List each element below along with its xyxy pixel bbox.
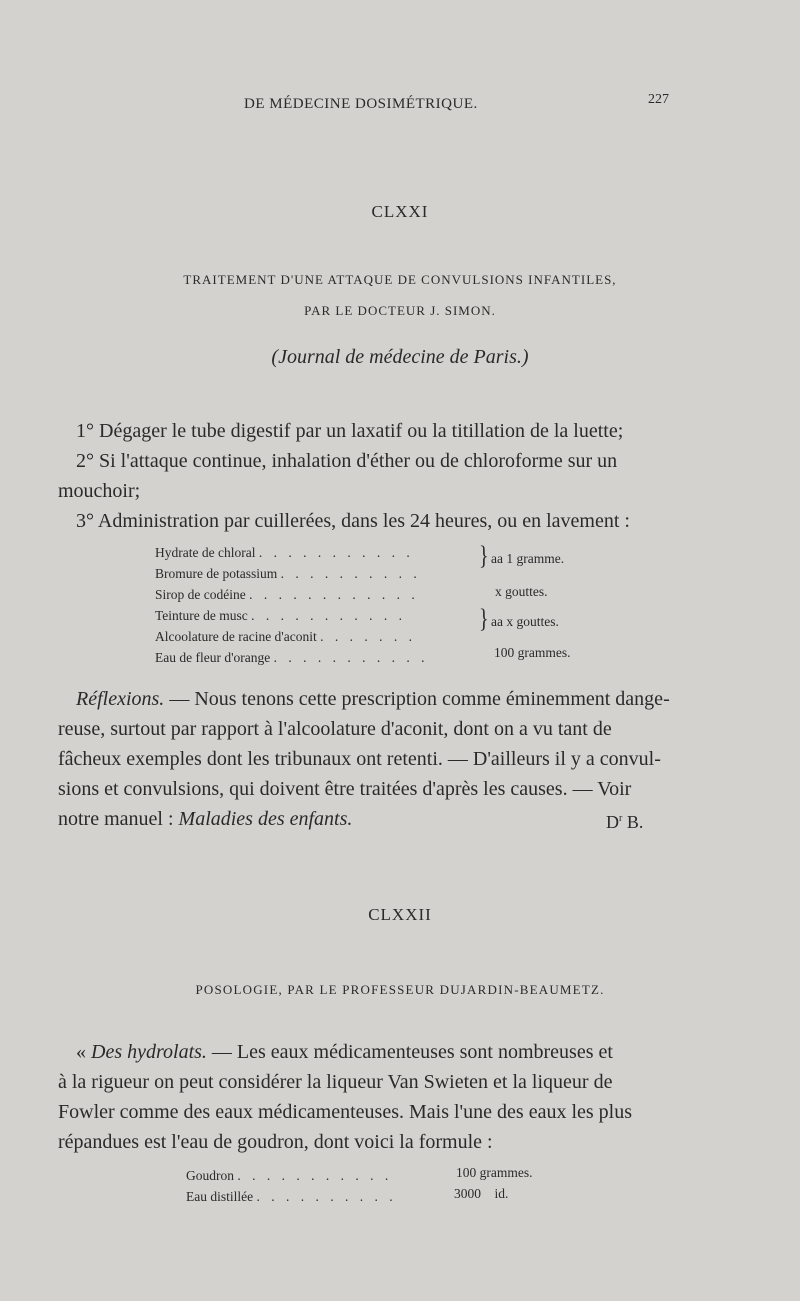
hydrolats-line: — Les eaux médicamenteuses sont nombreuses et: [206, 1041, 613, 1063]
leader-dots: . . . . . . . . . . .: [273, 650, 429, 665]
source-citation: (Journal de médecine de Paris.): [271, 346, 529, 368]
dose-value: aa x gouttes.: [491, 614, 559, 629]
dose-value: 3000 id.: [454, 1186, 509, 1201]
dose-value: 100 grammes.: [456, 1165, 533, 1180]
manual-title: Maladies des enfants.: [178, 808, 353, 830]
hydrolats-paragraph: « Des hydrolats. — Les eaux médicamenteuses sont nombreuses et à la rigueur on peut considérer la liqueur Van Swieten et la liqueur de Fowler comme des eaux médicamenteuses. Mais l'une des eaux les plus répandues est l'eau de goudron, dont voici la formule :: [58, 1037, 698, 1157]
hydrolats-line: Fowler comme des eaux médicamenteuses. Mais l'une des eaux les plus: [58, 1101, 633, 1123]
leader-dots: . . . . . . . . . .: [280, 566, 421, 581]
reflexions-line: — Nous tenons cette prescription comme éminemment dange-: [164, 688, 670, 710]
leader-dots: . . . . . . . . . . .: [237, 1168, 393, 1183]
ingredient-name: Teinture de musc: [155, 608, 248, 623]
brace: }: [479, 604, 489, 634]
ingredient-name: Eau de fleur d'orange: [155, 650, 271, 665]
signature: $D^r$ B.: [606, 812, 644, 832]
reflexions-line: notre manuel :: [58, 808, 179, 830]
dose-value: 100 grammes.: [494, 645, 571, 660]
step-2: 2° Si l'attaque continue, inhalation d'éther ou de chloroforme sur un: [76, 450, 618, 472]
step-1: 1° Dégager le tube digestif par un laxatif ou la titillation de la luette;: [76, 420, 624, 442]
hydrolats-label: Des hydrolats.: [91, 1041, 207, 1063]
ingredient-name: Bromure de potassium: [155, 566, 278, 581]
section-number: CLXXII: [368, 905, 432, 924]
leader-dots: . . . . . . . . . . . .: [249, 587, 419, 602]
ingredient-name: Goudron: [186, 1168, 234, 1183]
running-title: DE MÉDECINE DOSIMÉTRIQUE.: [244, 96, 478, 112]
ingredient-name: Sirop de codéine: [155, 587, 246, 602]
reflexions-line: reuse, surtout par rapport à l'alcoolature d'aconit, dont on a vu tant de: [58, 718, 612, 740]
section-number: CLXXI: [371, 202, 429, 221]
leader-dots: . . . . . . . . . . .: [258, 545, 414, 560]
section-title: POSOLOGIE, PAR LE PROFESSEUR DUJARDIN-BEAUMETZ.: [195, 982, 605, 997]
reflexions-label: Réflexions.: [76, 688, 165, 710]
hydrolats-line: à la rigueur on peut considérer la liqueur Van Swieten et la liqueur de: [58, 1071, 613, 1093]
dose-value: x gouttes.: [495, 584, 548, 599]
ingredient-name: Eau distillée: [186, 1189, 254, 1204]
steps-paragraph: [58, 416, 698, 536]
leader-dots: . . . . . . .: [320, 629, 416, 644]
reflexions-line: fâcheux exemples dont les tribunaux ont retenti. — D'ailleurs il y a convul-: [58, 748, 661, 770]
section-title-line2: PAR LE DOCTEUR J. SIMON.: [304, 303, 496, 318]
reflexions-paragraph: [58, 684, 698, 834]
reflexions-line: sions et convulsions, qui doivent être traitées d'après les causes. — Voir: [58, 778, 632, 800]
prescription-table: [155, 541, 595, 670]
leader-dots: . . . . . . . . . .: [256, 1189, 397, 1204]
dose-value: aa 1 gramme.: [491, 551, 565, 566]
formula-table: [186, 1165, 566, 1213]
step-3: 3° Administration par cuillerées, dans les 24 heures, ou en lavement :: [76, 510, 630, 532]
ingredient-name: Hydrate de chloral: [155, 545, 256, 560]
page-number: 227: [648, 92, 669, 107]
ingredient-name: Alcoolature de racine d'aconit: [155, 629, 317, 644]
hydrolats-line: répandues est l'eau de goudron, dont voici la formule :: [58, 1131, 493, 1153]
step-2-cont: mouchoir;: [58, 480, 141, 502]
section-title-line1: TRAITEMENT D'UNE ATTAQUE DE CONVULSIONS INFANTILES,: [183, 272, 617, 287]
leader-dots: . . . . . . . . . . .: [251, 608, 407, 623]
brace: }: [479, 541, 489, 571]
